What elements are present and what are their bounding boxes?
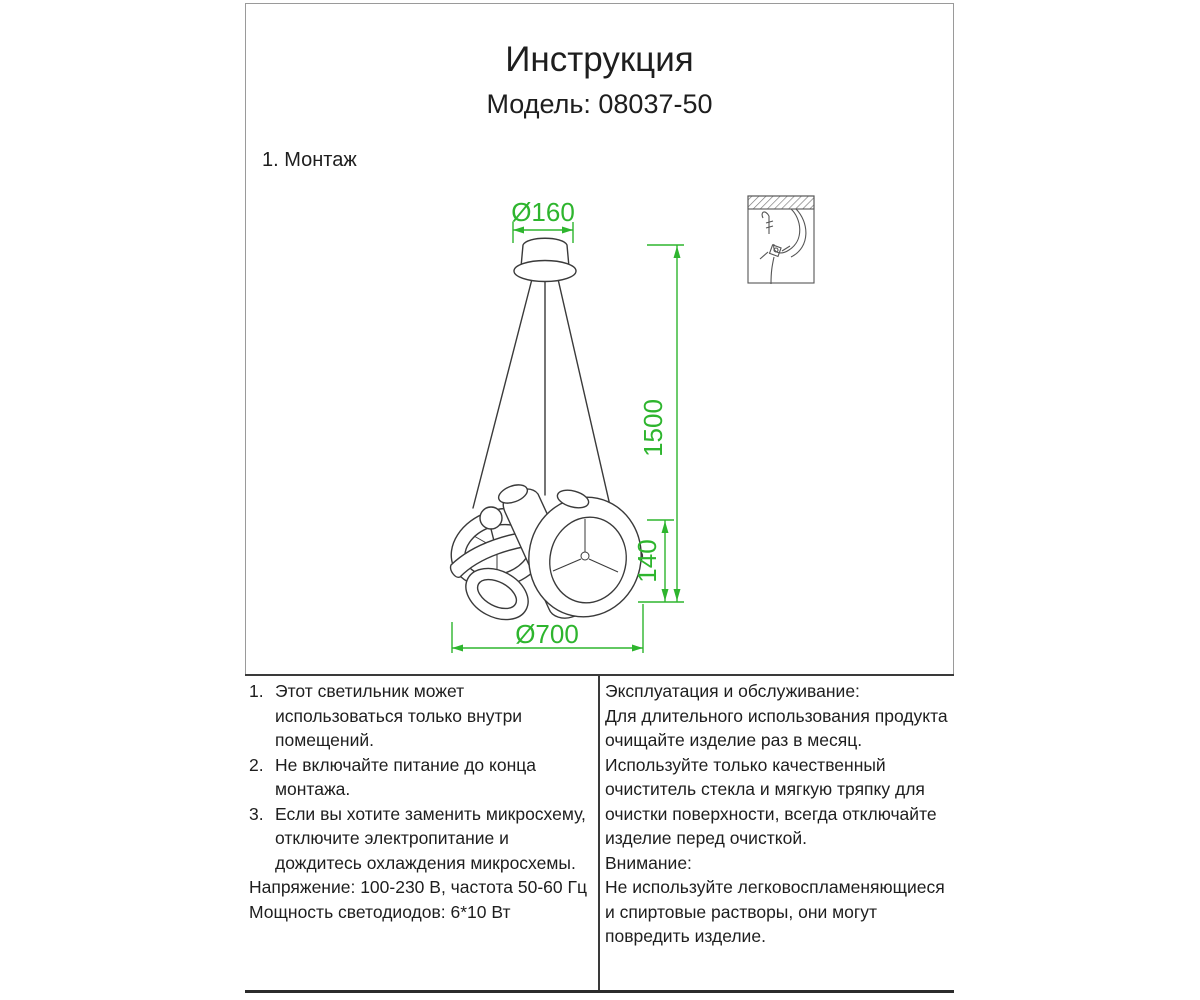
power-spec: Мощность светодиодов: 6*10 Вт [249,901,511,922]
note-text: Если вы хотите заменить микросхему, отключите электропитание и дождитесь охлаждения микросхемы. [275,803,586,873]
suspension-cables [473,279,611,510]
voltage-spec: Напряжение: 100-230 В, частота 50-60 Гц [249,877,587,897]
dim-text-canopy: Ø160 [511,197,575,227]
ceiling-mount-detail [748,196,814,284]
attention-text: Не используйте легковоспламеняющиеся и спиртовые растворы, они могут повредить изделие. [605,877,945,946]
note-number: 1. [249,681,264,701]
notes-column-left [245,676,600,990]
note-item-1 [249,679,596,753]
note-item-3 [249,802,596,876]
dim-text-body-diameter: Ø700 [515,619,579,649]
dim-canopy-diameter [511,197,575,243]
note-number: 3. [249,803,264,824]
attention-title: Внимание: [605,852,692,873]
dim-text-drop-height: 1500 [638,399,668,457]
note-item-2 [249,753,596,802]
dim-text-body-height: 140 [632,539,662,583]
note-number: 2. [249,754,264,775]
page-title: Инструкция [505,40,694,79]
lamp-body [440,481,652,629]
maintenance-title: Эксплуатация и обслуживание: [605,681,860,701]
ceiling-canopy [514,238,576,281]
model-number: Модель: 08037-50 [486,89,713,119]
section-montage-label: 1. Монтаж [262,149,357,171]
notes-table [245,674,954,993]
maintenance-paragraph-1: Для длительного использования продукта очищайте изделие раз в месяц. [605,705,948,750]
note-text: Этот светильник может использоваться только внутри помещений. [275,681,523,750]
note-text: Не включайте питание до конца монтажа. [275,754,537,799]
maintenance-paragraph-2: Используйте только качественный очиститель стекла и мягкую тряпку для очистки поверхности, всегда отключайте изделие перед очисткой. [605,754,937,848]
notes-column-right [600,676,954,990]
